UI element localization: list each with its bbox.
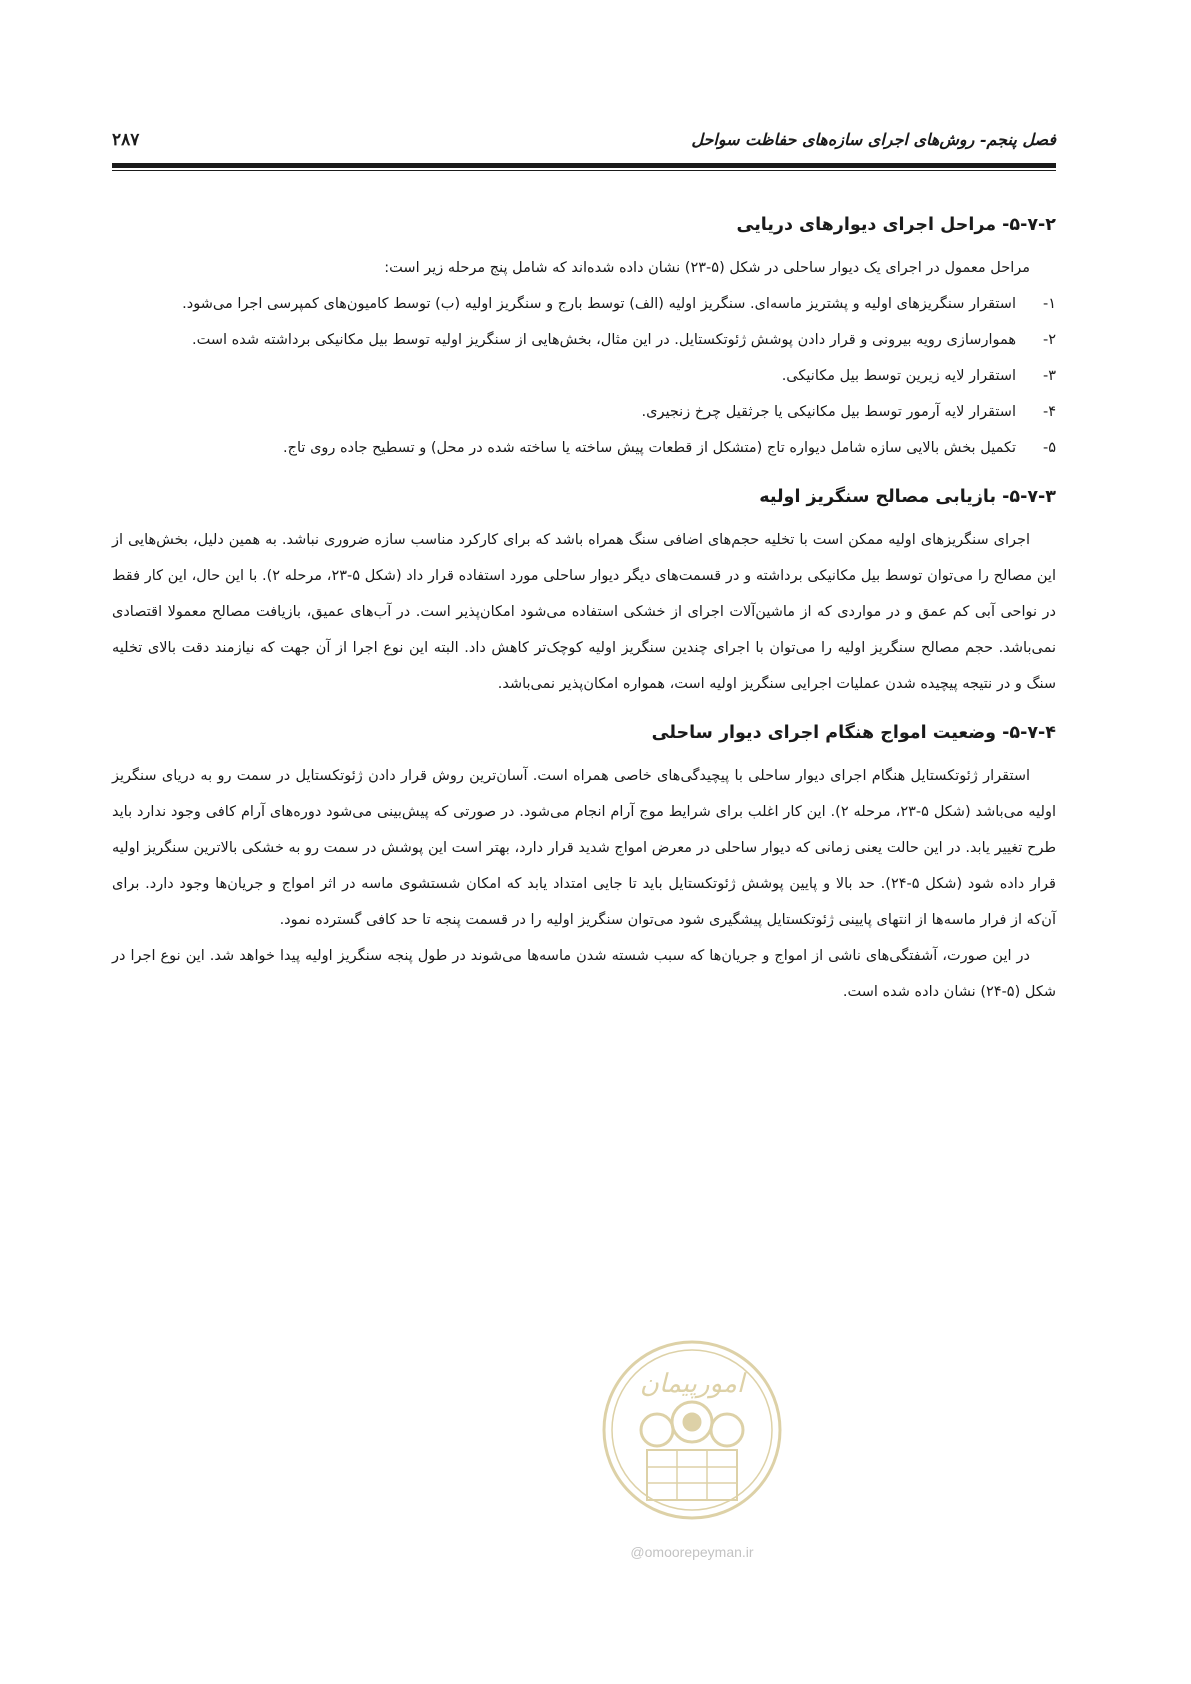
page-number: ۲۸۷ bbox=[112, 130, 140, 150]
list-item bbox=[112, 430, 1056, 466]
step-text: استقرار سنگریزهای اولیه و پشتریز ماسه‌ای. سنگریز اولیه (الف) توسط بارج و سنگریز اولیه (ب) توسط کامیون‌های کمپرسی اجرا می‌شود. bbox=[182, 296, 1016, 312]
watermark-url: @omoorepeyman.ir bbox=[630, 1544, 754, 1560]
step-text: هموارسازی رویه بیرونی و قرار دادن پوشش ژئوتکستایل. در این مثال، بخش‌هایی از سنگریز اولیه توسط بیل مکانیکی برداشته شده است. bbox=[192, 332, 1016, 348]
list-item bbox=[112, 394, 1056, 430]
section-wave-conditions bbox=[112, 718, 1056, 1010]
list-item bbox=[112, 286, 1056, 322]
list-item bbox=[112, 322, 1056, 358]
page-content bbox=[112, 210, 1056, 1010]
section-seawall-steps bbox=[112, 210, 1056, 466]
section-intro: مراحل معمول در اجرای یک دیوار ساحلی در شکل (۵-۲۳) نشان داده شده‌اند که شامل پنج مرحله زیر است: bbox=[384, 260, 1030, 276]
step-number: ۲- bbox=[1042, 332, 1056, 348]
paragraph: در این صورت، آشفتگی‌های ناشی از امواج و جریان‌ها که سبب شسته شدن ماسه‌ها می‌شوند در طول پنجه سنگریز اولیه پیدا خواهد شد. این نوع اجرا در شکل (۵-۲۴) نشان داده شده است. bbox=[112, 948, 1056, 1000]
step-text: استقرار لایه زیرین توسط بیل مکانیکی. bbox=[781, 368, 1016, 384]
steps-list bbox=[112, 286, 1056, 466]
paragraph: اجرای سنگریزهای اولیه ممکن است با تخلیه حجم‌های اضافی سنگ همراه باشد که برای کارکرد مناسب سازه ضروری نباشد. به همین دلیل، بخش‌هایی از این مصالح را می‌توان توسط بیل مکانیکی برداشته و در قسمت‌های دیگر دیوار ساحلی مورد استفاده قرار داد (شکل ۵-۲۳، مرحله ۲). با این حال، این کار فقط در نواحی آبی کم عمق و در مواردی که از ماشین‌آلات اجرای از خشکی استفاده می‌شود امکان‌پذیر است. در آب‌های عمیق، بازیافت مصالح معمولا اقتصادی نمی‌باشد. حجم مصالح سنگریز اولیه را می‌توان با اجرای چندین سنگریز اولیه کوچک‌تر کاهش داد. البته این نوع اجرا از آن جهت که نیازمند دقت بالای تخلیه سنگ و در نتیجه پیچیده شدن عملیات اجرایی سنگریز اولیه است، همواره امکان‌پذیر نمی‌باشد. bbox=[112, 532, 1056, 692]
step-number: ۳- bbox=[1042, 368, 1056, 384]
running-header bbox=[112, 130, 1056, 160]
header-rule bbox=[112, 163, 1056, 168]
section-core-material-recovery bbox=[112, 482, 1056, 702]
section-heading: ۵-۷-۲- مراحل اجرای دیوارهای دریایی bbox=[736, 215, 1056, 235]
section-heading: ۵-۷-۴- وضعیت امواج هنگام اجرای دیوار ساحلی bbox=[651, 723, 1056, 743]
watermark-seal-icon bbox=[592, 1330, 792, 1530]
list-item bbox=[112, 358, 1056, 394]
step-number: ۱- bbox=[1042, 296, 1056, 312]
document-page bbox=[112, 0, 1056, 1684]
watermark-logo-text: امورپیمان bbox=[639, 1369, 745, 1399]
step-number: ۴- bbox=[1042, 404, 1056, 420]
step-number: ۵- bbox=[1042, 440, 1056, 456]
step-text: تکمیل بخش بالایی سازه شامل دیواره تاج (متشکل از قطعات پیش ساخته یا ساخته شده در محل) و تسطیح جاده روی تاج. bbox=[283, 440, 1016, 456]
chapter-title: فصل پنجم- روش‌های اجرای سازه‌های حفاظت سواحل bbox=[691, 130, 1056, 149]
section-heading: ۵-۷-۳- بازیابی مصالح سنگریز اولیه bbox=[759, 487, 1056, 507]
paragraph: استقرار ژئوتکستایل هنگام اجرای دیوار ساحلی با پیچیدگی‌های خاصی همراه است. آسان‌ترین روش قرار دادن ژئوتکستایل در سمت رو به دریای سنگریز اولیه می‌باشد (شکل ۵-۲۳، مرحله ۲). این کار اغلب برای شرایط موج آرام انجام می‌شود. در صورتی که پیش‌بینی می‌شود دوره‌های آرام کافی وجود ندارد باید طرح تغییر یابد. در این حالت یعنی زمانی که دیوار ساحلی در معرض امواج شدید قرار دارد، بهتر است این پوشش در سمت رو به خشکی بالاترین سنگریز اولیه قرار داده شود (شکل ۵-۲۴). حد بالا و پایین پوشش ژئوتکستایل باید تا جایی امتداد یابد که امکان شستشوی ماسه در اثر امواج و جریان‌ها وجود دارد. برای آن‌که از فرار ماسه‌ها از انتهای پایینی ژئوتکستایل پیشگیری شود می‌توان سنگریز اولیه را در قسمت پنجه تا حد کافی گسترده نمود. bbox=[112, 768, 1057, 928]
watermark-logo bbox=[592, 1330, 792, 1560]
step-text: استقرار لایه آرمور توسط بیل مکانیکی یا جرثقیل چرخ زنجیری. bbox=[641, 404, 1016, 420]
header-rule-thin bbox=[112, 170, 1056, 171]
